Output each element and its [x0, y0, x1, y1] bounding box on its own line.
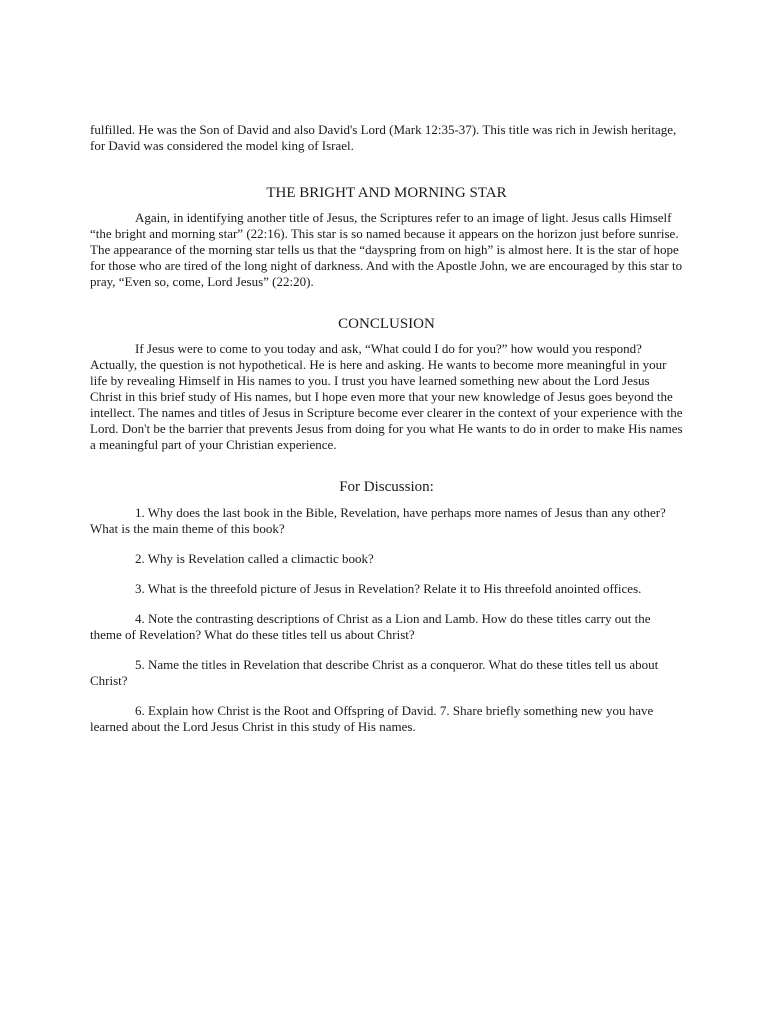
discussion-question: 2. Why is Revelation called a climactic book?: [135, 551, 374, 566]
section-heading-bright-morning-star: THE BRIGHT AND MORNING STAR: [266, 185, 507, 201]
discussion-question: 5. Name the titles in Revelation that describe Christ as a conqueror. What do these titles tell us about Christ?: [90, 657, 659, 688]
document-page: [90, 122, 683, 749]
discussion-question: 1. Why does the last book in the Bible, Revelation, have perhaps more names of Jesus than any other? What is the main theme of this book?: [90, 505, 666, 536]
discussion-question: 6. Explain how Christ is the Root and Offspring of David. 7. Share briefly something new you have learned about the Lord Jesus Christ in this study of His names.: [90, 703, 654, 734]
section-heading-conclusion: CONCLUSION: [338, 316, 435, 332]
discussion-question: 4. Note the contrasting descriptions of Christ as a Lion and Lamb. How do these titles carry out the theme of Revelation? What do these titles tell us about Christ?: [90, 611, 651, 642]
conclusion-paragraph: If Jesus were to come to you today and ask, “What could I do for you?” how would you respond? Actually, the question is not hypothetical. He is here and asking. He wants to become more meaningful in your life by revealing Himself in His names to you. I trust you have learned something new about the Lord Jesus Christ in this brief study of His names, but I hope even more that your new knowledge of Jesus goes beyond the intellect. The names and titles of Jesus in Scripture become ever clearer in the context of your experience with the Lord. Don't be the barrier that prevents Jesus from doing for you what He wants to do in order to make His names a meaningful part of your Christian experience.: [90, 341, 683, 452]
discussion-question-list: [90, 505, 683, 735]
intro-paragraph: fulfilled. He was the Son of David and also David's Lord (Mark 12:35-37). This title was rich in Jewish heritage, for David was considered the model king of Israel.: [90, 122, 677, 153]
bright-morning-star-paragraph: Again, in identifying another title of Jesus, the Scriptures refer to an image of light. Jesus calls Himself “the bright and morning star” (22:16). This star is so named because it appears on the horizon just before sunrise. The appearance of the morning star tells us that the “dayspring from on high” is almost here. It is the star of hope for those who are tired of the long night of darkness. And with the Apostle John, we are encouraged by this star to pray, “Even so, come, Lord Jesus” (22:20).: [90, 210, 683, 289]
discussion-question: 3. What is the threefold picture of Jesus in Revelation? Relate it to His threefold anointed offices.: [135, 581, 642, 596]
section-heading-discussion: For Discussion:: [339, 479, 434, 495]
